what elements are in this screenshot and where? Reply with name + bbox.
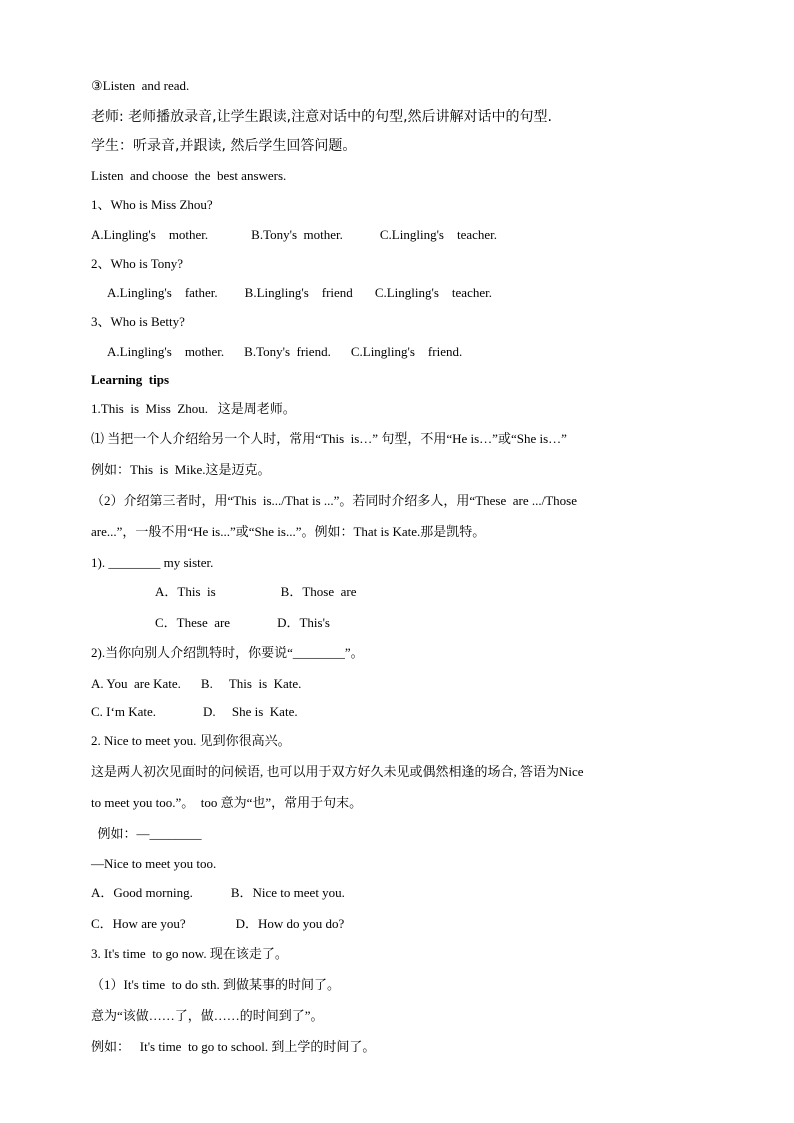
exercise-1-options-row2 (155, 614, 330, 632)
option-c: C.Lingling's teacher. (374, 285, 492, 300)
exercise-1-options-row1 (155, 583, 356, 601)
tip-2-example: 例如：—________ (91, 826, 202, 841)
exercise-instruction: Listen and choose the best answers. (91, 168, 287, 183)
option-b: B.Tony's mother. (251, 227, 343, 242)
question-3: 3、Who is Betty? (91, 314, 185, 329)
exercise-2-options-row2 (91, 703, 298, 721)
tip-1-rule-2: （2）介绍第三者时，用“This is.../That is ...”。若同时介绍多人，用“These are .../Those (91, 493, 577, 508)
question-1-options (91, 226, 497, 244)
option-a: A．Good morning. (91, 885, 193, 900)
tip-2-options-row2 (91, 915, 344, 933)
tip-3-title: 3. It's time to go now. 现在该走了。 (91, 946, 288, 961)
tip-2-explanation-cont: to meet you too.”。 too 意为“也”，常用于句末。 (91, 795, 363, 810)
tip-2-options-row1 (91, 884, 345, 902)
option-b: B.Lingling's friend (244, 285, 353, 300)
tip-2-example-response: —Nice to meet you too. (91, 856, 217, 871)
exercise-2: 2).当你向别人介绍凯特时，你要说“________”。 (91, 645, 364, 660)
option-b: B.Tony's friend. (244, 344, 331, 359)
tip-1-example: 例如：This is Mike.这是迈克。 (91, 462, 271, 477)
question-2-options (107, 284, 492, 302)
tip-2-title: 2. Nice to meet you. 见到你很高兴。 (91, 733, 291, 748)
option-b: B．Those are (280, 584, 357, 599)
option-d: D．How do you do? (235, 916, 345, 931)
option-c: C.Lingling's friend. (350, 344, 463, 359)
option-a: A.Lingling's mother. (91, 227, 209, 242)
tip-1-rule-2-cont: are...”，一般不用“He is...”或“She is...”。例如：That is Kate.那是凯特。 (91, 524, 486, 539)
option-c: C．These are (155, 615, 231, 630)
tip-2-explanation: 这是两人初次见面时的问候语, 也可以用于双方好久未见或偶然相逢的场合, 答语为Nice (91, 764, 584, 779)
student-instruction: 学生：听录音,并跟读, 然后学生回答问题。 (91, 138, 357, 154)
option-a: A．This is (155, 584, 216, 599)
tip-3-meaning: 意为“该做……了，做……的时间到了”。 (91, 1008, 324, 1023)
tip-1-title: 1.This is Miss Zhou. 这是周老师。 (91, 401, 296, 416)
option-d: D. She is Kate. (202, 704, 298, 719)
question-2: 2、Who is Tony? (91, 256, 184, 271)
tip-3-example: 例如： It's time to go to school. 到上学的时间了。 (91, 1039, 376, 1054)
option-c: C．How are you? (91, 916, 186, 931)
option-c: C.Lingling's teacher. (379, 227, 498, 242)
question-3-options (107, 343, 462, 361)
option-a: A.Lingling's mother. (107, 344, 225, 359)
option-d: D．This's (277, 615, 330, 630)
option-a: A.Lingling's father. (107, 285, 218, 300)
exercise-1: 1). ________ my sister. (91, 555, 214, 570)
tip-3-rule-1: （1）It's time to do sth. 到做某事的时间了。 (91, 977, 340, 992)
learning-tips-heading: Learning tips (91, 372, 170, 387)
question-1: 1、Who is Miss Zhou? (91, 197, 213, 212)
option-b: B．Nice to meet you. (230, 885, 345, 900)
option-c: C. I‘m Kate. (91, 704, 156, 719)
option-a: A. You are Kate. (91, 676, 181, 691)
section-heading-listen-read: ③Listen and read. (91, 78, 190, 93)
tip-1-rule-1: ⑴ 当把一个人介绍给另一个人时，常用“This is…” 句型，不用“He is…”或“She is…” (91, 431, 567, 446)
option-b: B. This is Kate. (200, 676, 302, 691)
teacher-instruction: 老师: 老师播放录音,让学生跟读,注意对话中的句型,然后讲解对话中的句型. (91, 109, 552, 125)
exercise-2-options-row1 (91, 675, 301, 693)
